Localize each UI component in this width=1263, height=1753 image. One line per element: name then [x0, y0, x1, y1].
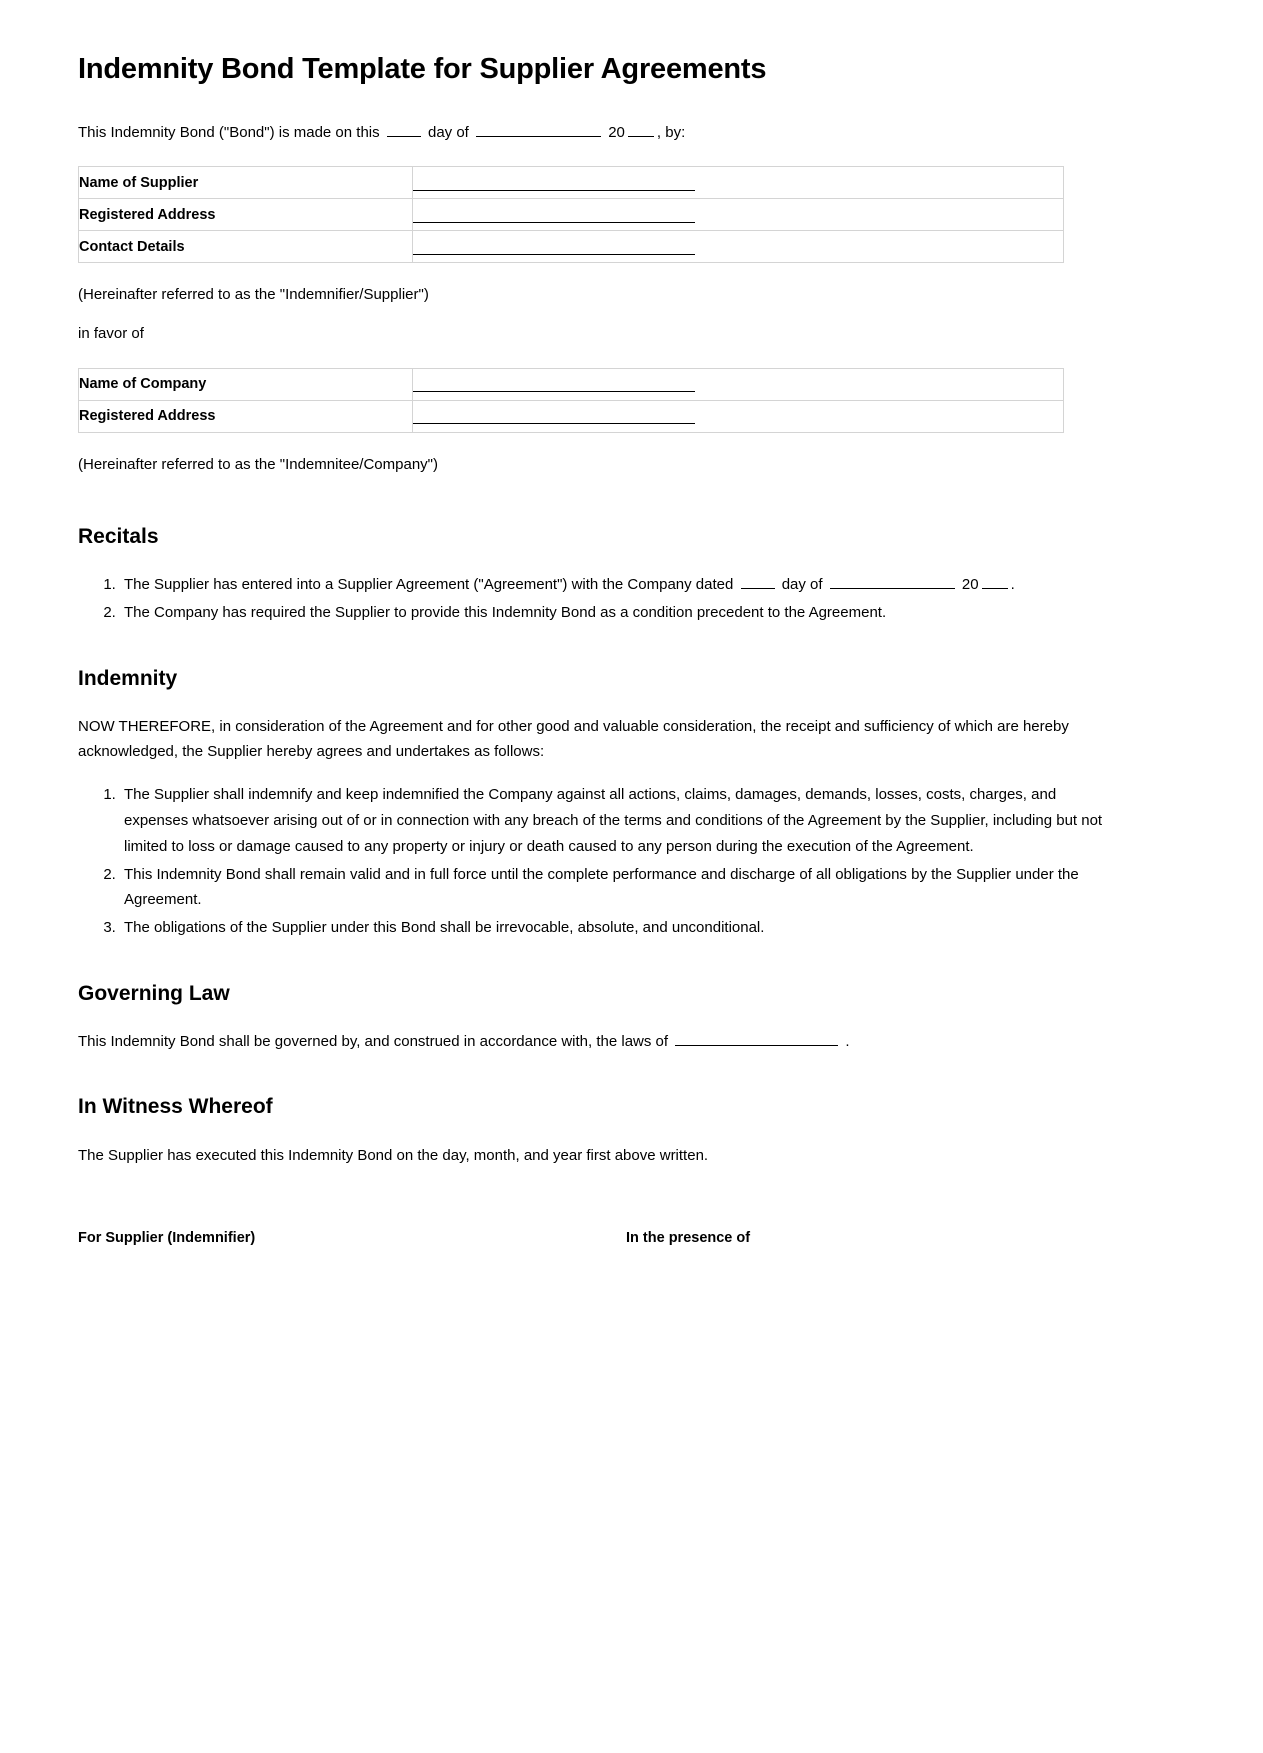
supplier-details-table: [78, 166, 1064, 263]
supplier-name-value-cell[interactable]: [413, 167, 1064, 199]
table-row: [79, 231, 1064, 263]
supplier-address-label: Registered Address: [79, 199, 413, 231]
recitals-heading: Recitals: [78, 524, 159, 548]
governing-law-part2: .: [845, 1033, 850, 1051]
supplier-address-value-cell[interactable]: [413, 199, 1064, 231]
witness-text: The Supplier has executed this Indemnity Bond on the day, month, and year first above written.: [78, 1146, 709, 1164]
governing-law-blank[interactable]: [675, 1032, 838, 1046]
intro-text-part2: day of: [427, 123, 469, 141]
intro-text-part1: This Indemnity Bond ("Bond") is made on this: [78, 123, 380, 141]
intro-text-part3: 20: [608, 123, 625, 141]
governing-law-text: [78, 1029, 1088, 1054]
list-item: [120, 572, 1109, 598]
company-name-fill-line[interactable]: [413, 376, 695, 392]
company-address-value-cell[interactable]: [413, 400, 1064, 432]
company-address-label: Registered Address: [79, 400, 413, 432]
signature-row: [78, 1230, 1185, 1246]
supplier-contact-fill-line[interactable]: [413, 239, 695, 255]
recital-1-part4: .: [1010, 576, 1015, 594]
indemnity-list: [78, 782, 1185, 941]
company-address-fill-line[interactable]: [413, 408, 695, 424]
intro-month-blank[interactable]: [476, 123, 601, 137]
governing-law-part1: This Indemnity Bond shall be governed by, and construed in accordance with, the laws of: [78, 1033, 669, 1051]
intro-year-blank[interactable]: [628, 123, 654, 137]
supplier-contact-label: Contact Details: [79, 231, 413, 263]
in-favor-of-text: in favor of: [78, 325, 144, 343]
recital-1-part1: The Supplier has entered into a Supplier Agreement ("Agreement") with the Company dated: [124, 576, 734, 594]
page-title: Indemnity Bond Template for Supplier Agreements: [78, 53, 767, 85]
supplier-name-label: Name of Supplier: [79, 167, 413, 199]
recital-day-blank[interactable]: [741, 575, 775, 589]
recital-1-part2: day of: [781, 576, 823, 594]
supplier-contact-value-cell[interactable]: [413, 231, 1064, 263]
recital-year-blank[interactable]: [982, 575, 1008, 589]
table-row: [79, 167, 1064, 199]
list-item: 2. This Indemnity Bond shall remain valid and in full force until the complete performance and discharge of all obligations by the Supplier under the Agreement.: [120, 862, 1109, 914]
signature-supplier-label: For Supplier (Indemnifier): [78, 1229, 256, 1246]
supplier-name-fill-line[interactable]: [413, 175, 695, 191]
intro-day-blank[interactable]: [387, 123, 421, 137]
table-row: [79, 199, 1064, 231]
signature-witness-label: In the presence of: [626, 1229, 751, 1246]
intro-text-part4: , by:: [656, 123, 686, 141]
company-name-value-cell[interactable]: [413, 368, 1064, 400]
recitals-list: [78, 572, 1185, 626]
indemnity-heading: Indemnity: [78, 666, 178, 690]
supplier-note: (Hereinafter referred to as the "Indemnifier/Supplier"): [78, 286, 429, 304]
indemnity-preamble: NOW THEREFORE, in consideration of the Agreement and for other good and valuable consideration, the receipt and sufficiency of which are hereby acknowledged, the Supplier hereby agrees and undertakes as follows:: [78, 717, 1069, 761]
list-item: 2. The Company has required the Supplier to provide this Indemnity Bond as a condition precedent to the Agreement.: [120, 600, 1109, 626]
table-row: [79, 368, 1064, 400]
witness-heading: In Witness Whereof: [78, 1095, 273, 1119]
recital-month-blank[interactable]: [830, 575, 955, 589]
company-name-label: Name of Company: [79, 368, 413, 400]
intro-line: [78, 121, 1185, 144]
recital-1-part3: 20: [961, 576, 979, 594]
supplier-address-fill-line[interactable]: [413, 207, 695, 223]
table-row: [79, 400, 1064, 432]
company-details-table: [78, 368, 1064, 433]
governing-law-heading: Governing Law: [78, 982, 230, 1006]
company-note: (Hereinafter referred to as the "Indemnitee/Company"): [78, 455, 438, 473]
list-item: 1. The Supplier shall indemnify and keep indemnified the Company against all actions, claims, damages, demands, losses, costs, charges, and expenses whatsoever arising out of or in connection with any breach of the terms and conditions of the Agreement by the Supplier, including but not limited to loss or damage caused to any property or injury or death caused to any person during the execution of the Agreement.: [120, 782, 1109, 859]
list-item: 3. The obligations of the Supplier under this Bond shall be irrevocable, absolute, and unconditional.: [120, 915, 1109, 941]
